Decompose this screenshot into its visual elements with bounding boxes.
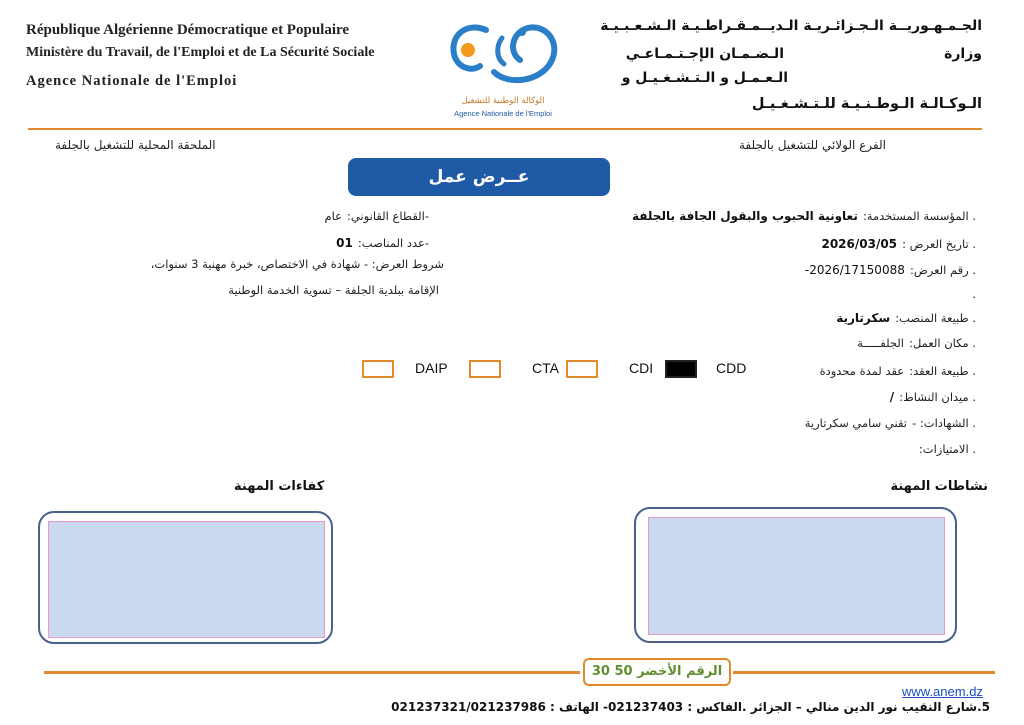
skills-content: [48, 521, 325, 638]
field-benefits: . الامتيازات:: [918, 442, 976, 456]
field-workplace: . مكان العمل: الجلفـــــة: [857, 336, 976, 350]
field-diplomas: . الشهادات: - تقني سامي سكرتارية: [804, 416, 976, 430]
field-employer: . المؤسسة المستخدمة: تعاونية الحبوب والبقول الجافة بالجلفة: [632, 209, 976, 223]
contract-cdi-label: CDI: [629, 360, 654, 376]
field-offer-date: . تاريخ العرض : 2026/03/05: [821, 237, 976, 251]
field-conditions-line2: الإقامة ببلدية الجلفة – تسوية الخدمة الوطنية: [228, 283, 439, 297]
page-title: عــرض عمل: [348, 158, 610, 196]
anem-logo-icon: [438, 12, 568, 94]
field-activity-domain: . ميدان النشاط: /: [889, 390, 976, 404]
green-number-badge: الرقم الأخضر 50 30: [583, 658, 731, 686]
contract-cta-label: CTA: [532, 360, 559, 376]
branch-right: الفرع الولائي للتشغيل بالجلفة: [739, 138, 886, 152]
header-ar-labor: الـعـمـل و الـتـشـغـيـل و: [621, 70, 788, 86]
header-ar-ministry: وزارة: [944, 46, 982, 62]
contract-cdd-label: CDD: [716, 360, 747, 376]
field-positions-count: -عدد المناصب: 01: [336, 236, 429, 250]
contract-cta-checkbox[interactable]: [566, 360, 598, 378]
footer-address: 5.شارع النقيب نور الدين منالي – الجزائر .الفاكس : 021237403- الهاتف : 021237321/021237986: [391, 700, 990, 714]
contract-cdi-checkbox[interactable]: [665, 360, 697, 378]
header-fr-ministry: Ministère du Travail, de l'Emploi et de La Sécurité Sociale: [26, 45, 375, 60]
activities-content: [648, 517, 945, 635]
contract-extra-checkbox[interactable]: [362, 360, 394, 378]
field-legal-sector: -القطاع القانوني: عام: [324, 209, 429, 223]
field-conditions-line1: شروط العرض: - شهادة في الاختصاص، خبرة مهنية 3 سنوات،: [150, 257, 444, 271]
logo-french-text: Agence Nationale de l'Emploi: [454, 109, 552, 118]
footer-line-right: [733, 671, 995, 674]
branch-left: الملحقة المحلية للتشغيل بالجلفة: [55, 138, 216, 152]
activities-panel: [634, 507, 957, 643]
website-link[interactable]: www.anem.dz: [902, 684, 983, 699]
logo-arabic-text: الوكالة الوطنية للتشغيل: [461, 96, 545, 106]
activities-heading: نشاطات المهنة: [890, 479, 988, 494]
header-divider: [28, 128, 982, 130]
contract-daip-label: DAIP: [415, 360, 448, 376]
header-fr-republic: République Algérienne Démocratique et Populaire: [26, 22, 350, 38]
field-position: . طبيعة المنصب: سكرتارية: [836, 311, 976, 325]
anem-logo: [438, 12, 568, 124]
header-ar-republic: الجـمـهـوريــة الـجـزائـريـة الـديــمـقـراطـيـة الـشـعـبـيـة: [600, 18, 982, 34]
field-offer-number: . رقم العرض: 2026/17150088-: [804, 263, 976, 277]
field-blank: .: [972, 287, 976, 301]
skills-heading: كفاءات المهنة: [234, 479, 325, 494]
footer-line-left: [44, 671, 580, 674]
skills-panel: [38, 511, 333, 644]
header-fr-agency: Agence Nationale de l'Emploi: [26, 73, 238, 89]
field-contract-nature: . طبيعة العقد: عقد لمدة محدودة: [819, 364, 976, 378]
header-ar-social-security: الـضـمـان الإجـتـمـاعـي: [625, 46, 784, 62]
contract-daip-checkbox[interactable]: [469, 360, 501, 378]
header-ar-agency: الـوكـالـة الـوطـنـيـة للـتـشـغـيـل: [751, 96, 982, 112]
